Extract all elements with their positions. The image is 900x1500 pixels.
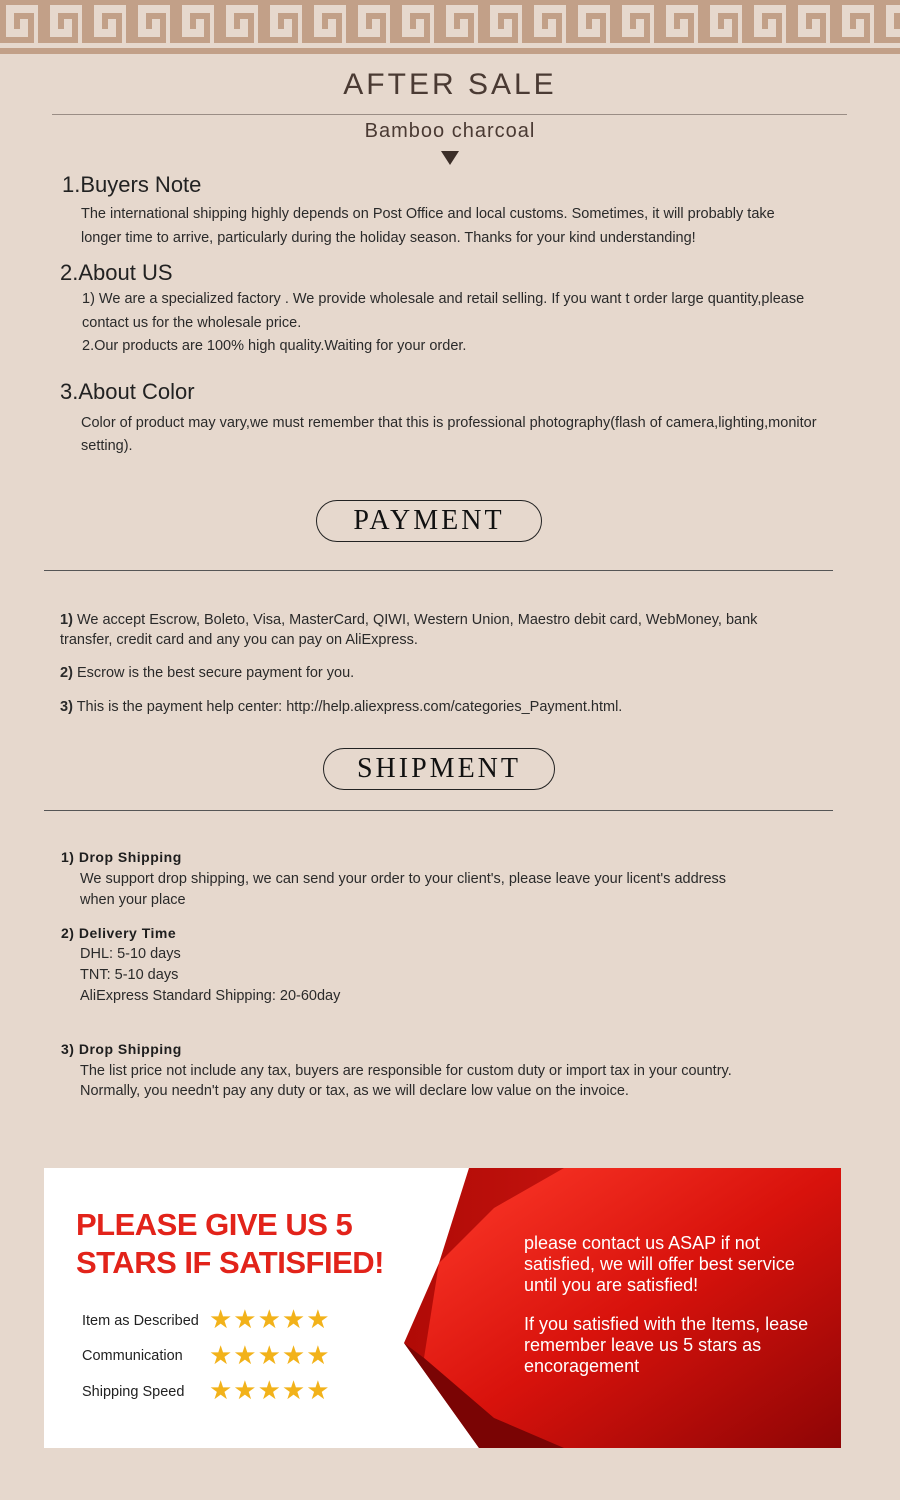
about-color-heading: 3.About Color <box>60 379 195 404</box>
five-star-banner <box>44 1168 841 1448</box>
payment-label: PAYMENT <box>316 500 542 542</box>
rating-label: Communication <box>82 1348 183 1364</box>
buyers-note-text: The international shipping highly depends on Post Office and local customs. Sometimes, it will probably take longer time to arrive, particularly during the holiday season. Thanks for your kind understanding! <box>81 206 775 246</box>
about-us-text: 1) We are a specialized factory . We provide wholesale and retail selling. If you want t order large quantity,please contact us for the wholesale price. 2.Our products are 100% high quality.Waiting for your order. <box>82 291 805 354</box>
buyers-note-heading: 1.Buyers Note <box>62 172 202 197</box>
star-rating-icon: ★★★★★ <box>209 1340 331 1370</box>
payment-item: 1) We accept Escrow, Boleto, Visa, MasterCard, QIWI, Western Union, Maestro debit card, WebMoney, bank transfer, credit card and any you can pay on AliExpress. <box>60 612 758 648</box>
shipment-text: DHL: 5-10 days TNT: 5-10 days AliExpress Standard Shipping: 20-60day <box>80 946 341 1004</box>
rating-label: Item as Described <box>82 1313 199 1329</box>
payment-divider <box>44 570 833 571</box>
shipment-label: SHIPMENT <box>323 748 555 790</box>
about-color-text: Color of product may vary,we must remember that this is professional photography(flash of camera,lighting,monitor setting). <box>81 415 817 454</box>
payment-item: 2) Escrow is the best secure payment for you. <box>60 665 355 681</box>
about-us-heading: 2.About US <box>60 260 173 285</box>
down-arrow-icon <box>441 151 459 165</box>
shipment-heading: 2) Delivery Time <box>61 925 177 941</box>
shipment-divider <box>44 810 833 811</box>
shipment-heading: 3) Drop Shipping <box>61 1041 182 1057</box>
star-rating-icon: ★★★★★ <box>209 1304 331 1334</box>
page-title: AFTER SALE <box>343 68 557 101</box>
banner-message: If you satisfied with the Items, lease remember leave us 5 stars as encoragement <box>524 1314 809 1376</box>
star-rating-icon: ★★★★★ <box>209 1375 331 1405</box>
divider <box>52 114 847 115</box>
shipment-text: We support drop shipping, we can send your order to your client's, please leave your licent's address when your place <box>80 871 727 908</box>
shipment-text: The list price not include any tax, buyers are responsible for custom duty or import tax in your country. Normally, you needn't pay any duty or tax, as we will declare low value on the invoice. <box>80 1063 732 1099</box>
page-subtitle: Bamboo charcoal <box>364 120 536 142</box>
banner-message: please contact us ASAP if not satisfied, we will offer best service until you are satisfied! <box>524 1233 795 1295</box>
payment-item: 3) This is the payment help center: http://help.aliexpress.com/categories_Payment.html. <box>60 699 623 715</box>
greek-key-border <box>0 0 900 54</box>
rating-label: Shipping Speed <box>82 1384 185 1400</box>
banner-title: PLEASE GIVE US 5 STARS IF SATISFIED! <box>76 1207 384 1280</box>
shipment-heading: 1) Drop Shipping <box>61 849 182 865</box>
